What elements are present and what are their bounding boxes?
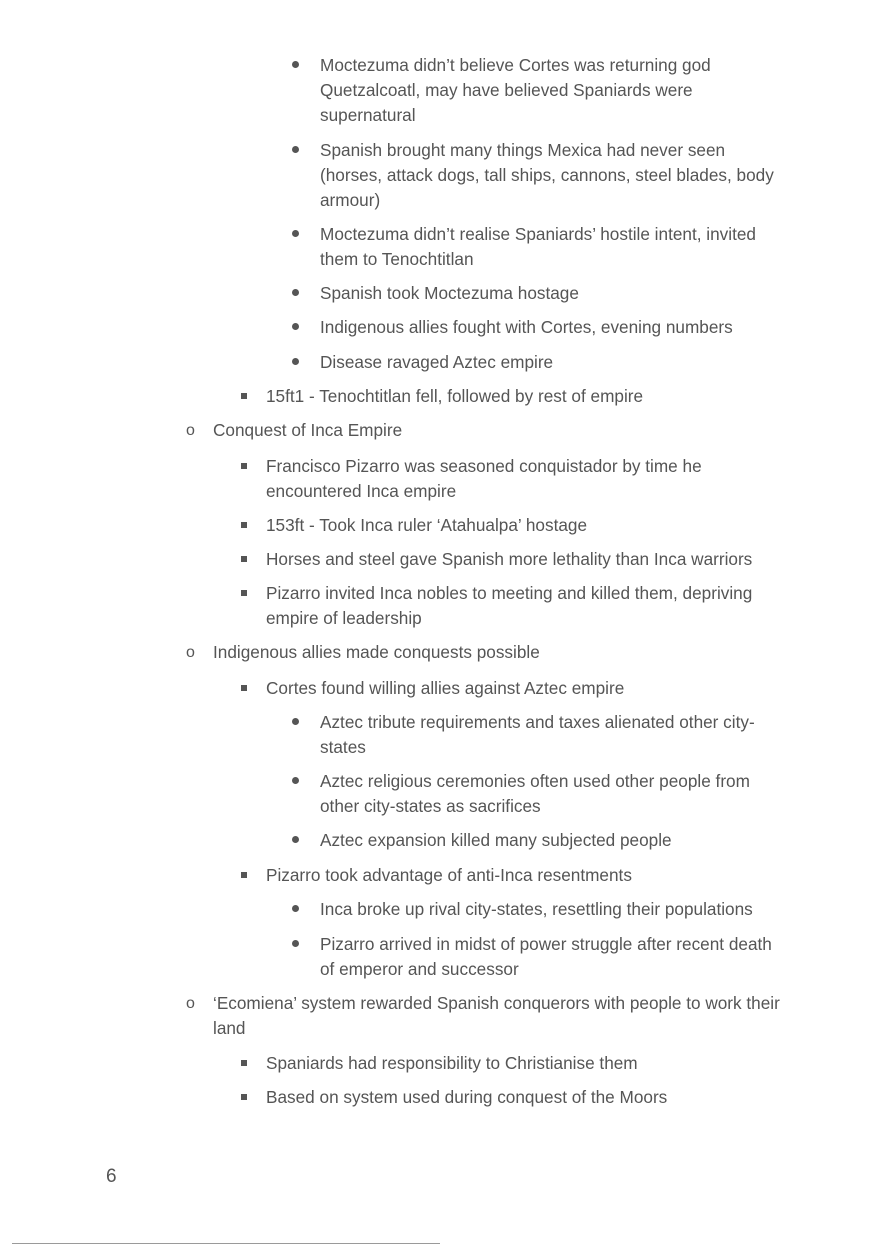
list-item-text: Moctezuma didn’t believe Cortes was returning god Quetzalcoatl, may have believed Spaniards were supernatural	[320, 55, 711, 125]
list-item-text: Disease ravaged Aztec empire	[320, 352, 554, 372]
bullet-square-icon	[241, 556, 247, 562]
list-item-text: Aztec tribute requirements and taxes alienated other city-states	[320, 712, 755, 757]
list-item-text: Pizarro took advantage of anti-Inca resentments	[266, 865, 632, 885]
bullet-circle-icon: o	[186, 644, 195, 661]
bullet-square-icon	[241, 463, 247, 469]
bullet-disc-icon	[292, 289, 299, 296]
bullet-disc-icon	[292, 146, 299, 153]
bullet-disc-icon	[292, 61, 299, 68]
list-item-text: Spanish took Moctezuma hostage	[320, 283, 579, 303]
bullet-square-icon	[241, 685, 247, 691]
list-item-text: Cortes found willing allies against Aztec empire	[266, 678, 625, 698]
bullet-disc-icon	[292, 718, 299, 725]
bullet-square-icon	[241, 872, 247, 878]
list-item-text: Francisco Pizarro was seasoned conquistador by time he encountered Inca empire	[266, 456, 702, 501]
list-item-text: Inca broke up rival city-states, resettling their populations	[320, 899, 753, 919]
list-item-text: Pizarro arrived in midst of power struggle after recent death of emperor and successor	[320, 934, 772, 979]
list-item-text: Moctezuma didn’t realise Spaniards’ hostile intent, invited them to Tenochtitlan	[320, 224, 756, 269]
list-item-text: Based on system used during conquest of the Moors	[266, 1087, 668, 1107]
bullet-square-icon	[241, 1060, 247, 1066]
list-item-text: Pizarro invited Inca nobles to meeting and killed them, depriving empire of leadership	[266, 583, 753, 628]
bullet-disc-icon	[292, 905, 299, 912]
bullet-square-icon	[241, 522, 247, 528]
list-item-text: Indigenous allies made conquests possible	[213, 642, 540, 662]
bullet-disc-icon	[292, 836, 299, 843]
list-item-text: 153ft - Took Inca ruler ‘Atahualpa’ hostage	[266, 515, 588, 535]
bullet-disc-icon	[292, 323, 299, 330]
list-item-text: Spaniards had responsibility to Christianise them	[266, 1053, 638, 1073]
list-item-text: Horses and steel gave Spanish more lethality than Inca warriors	[266, 549, 753, 569]
bullet-disc-icon	[292, 940, 299, 947]
list-item-text: Aztec expansion killed many subjected people	[320, 830, 672, 850]
list-item-text: 15ft1 - Tenochtitlan fell, followed by rest of empire	[266, 386, 644, 406]
list-item-text: Aztec religious ceremonies often used other people from other city-states as sacrifices	[320, 771, 750, 816]
list-item-text: Indigenous allies fought with Cortes, evening numbers	[320, 317, 733, 337]
bullet-circle-icon: o	[186, 995, 195, 1012]
bullet-disc-icon	[292, 777, 299, 784]
list-item-text: ‘Ecomiena’ system rewarded Spanish conquerors with people to work their land	[213, 993, 780, 1038]
list-item-text: Conquest of Inca Empire	[213, 420, 403, 440]
list-item-text: Spanish brought many things Mexica had never seen (horses, attack dogs, tall ships, cannons, steel blades, body armour)	[320, 140, 774, 210]
bullet-circle-icon: o	[186, 422, 195, 439]
bullet-square-icon	[241, 1094, 247, 1100]
bullet-disc-icon	[292, 230, 299, 237]
bullet-square-icon	[241, 393, 247, 399]
bullet-square-icon	[241, 590, 247, 596]
page-number: 6	[106, 1166, 117, 1187]
footnote-separator	[12, 1243, 440, 1244]
bullet-disc-icon	[292, 358, 299, 365]
